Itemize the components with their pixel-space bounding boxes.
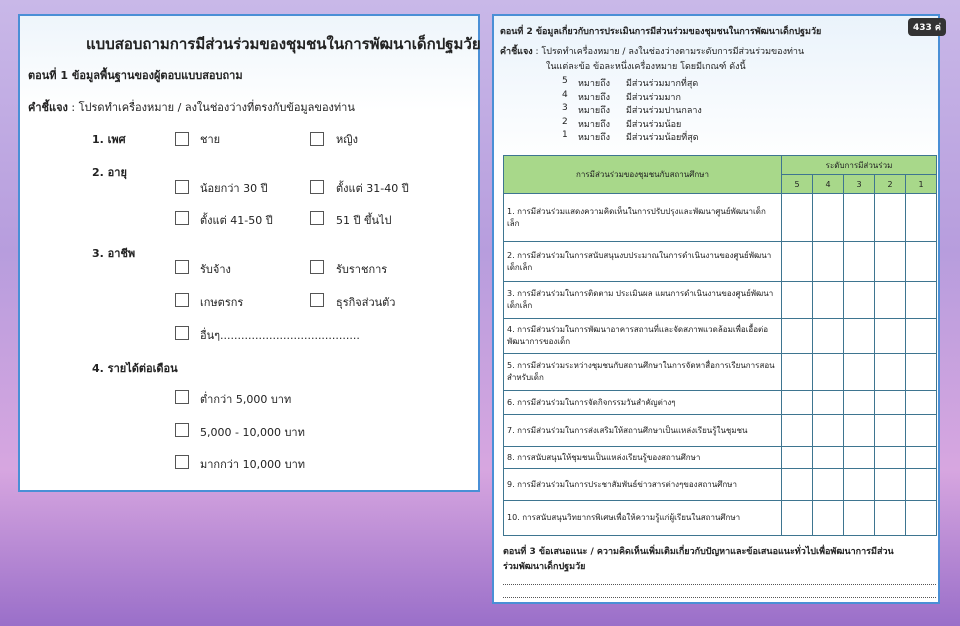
table-row: [504, 469, 937, 501]
instruction-text: : โปรดทำเครื่องหมาย / ลงในช่องว่างตามระดับการมีส่วนร่วมของท่าน: [535, 47, 805, 57]
instruction-text: : โปรดทำเครื่องหมาย / ลงในช่องว่างที่ตรงกับข้อมูลของท่าน: [71, 101, 355, 114]
rating-cell-5[interactable]: [782, 391, 813, 415]
criteria-m: หมายถึง: [578, 79, 611, 89]
rating-cell-4[interactable]: [813, 194, 844, 242]
part2-instruction-2: ในแต่ละข้อ ข้อละหนึ่งเครื่องหมาย โดยมีเกณฑ์ ดังนี้: [546, 62, 746, 72]
rating-cell-3[interactable]: [844, 242, 875, 282]
item-label: 5. การมีส่วนร่วมระหว่างชุมชนกับสถานศึกษาในการจัดหาสื่อการเรียนการสอนสำหรับเด็ก: [504, 354, 782, 391]
checkbox-male[interactable]: [175, 132, 189, 146]
rating-cell-5[interactable]: [782, 447, 813, 469]
rating-cell-2[interactable]: [875, 282, 906, 319]
checkbox-income-1[interactable]: [175, 390, 189, 404]
criteria-m: หมายถึง: [578, 119, 611, 130]
instruction-label: คำชี้แจง: [500, 47, 533, 57]
rating-cell-3[interactable]: [844, 354, 875, 391]
rating-cell-1[interactable]: [906, 447, 937, 469]
rating-cell-5[interactable]: [782, 469, 813, 501]
rating-cell-2[interactable]: [875, 319, 906, 354]
rating-cell-3[interactable]: [844, 282, 875, 319]
checkbox-income-3[interactable]: [175, 455, 189, 469]
table-row: [504, 319, 937, 354]
checkbox-age-4[interactable]: [310, 211, 324, 225]
checkbox-age-3[interactable]: [175, 211, 189, 225]
item-label: 2. การมีส่วนร่วมในการสนับสนุนงบประมาณในการดำเนินงานของศูนย์พัฒนาเด็กเล็ก: [504, 242, 782, 282]
rating-cell-4[interactable]: [813, 469, 844, 501]
criteria-n: 2: [562, 116, 568, 127]
rating-cell-4[interactable]: [813, 391, 844, 415]
rating-cell-5[interactable]: [782, 242, 813, 282]
part3-heading: ตอนที่ 3 ข้อเสนอแนะ / ความคิดเห็นเพิ่มเติมเกี่ยวกับปัญหาและข้อเสนอแนะทั่วไปเพื่อพัฒนาการมีส่วนร่วมพัฒนาเด็กปฐมวัย: [503, 547, 894, 572]
item-label: 9. การมีส่วนร่วมในการประชาสัมพันธ์ข่าวสารต่างๆของสถานศึกษา: [504, 469, 782, 501]
rating-cell-3[interactable]: [844, 194, 875, 242]
criteria-d: มีส่วนร่วมน้อย: [626, 119, 682, 130]
table-row: [504, 415, 937, 447]
rating-cell-4[interactable]: [813, 447, 844, 469]
checkbox-occ-1[interactable]: [175, 260, 189, 274]
label-income-3: มากกว่า 10,000 บาท: [200, 458, 305, 471]
part1-heading: ตอนที่ 1 ข้อมูลพื้นฐานของผู้ตอบแบบสอบถาม: [28, 69, 243, 82]
criteria-m: หมายถึง: [578, 133, 611, 143]
label-occ-3: เกษตรกร: [200, 296, 244, 309]
q-income: 4. รายได้ต่อเดือน: [92, 362, 178, 375]
rating-cell-1[interactable]: [906, 469, 937, 501]
rating-cell-1[interactable]: [906, 415, 937, 447]
rating-cell-2[interactable]: [875, 447, 906, 469]
rating-cell-3[interactable]: [844, 469, 875, 501]
item-label: 1. การมีส่วนร่วมแสดงความคิดเห็นในการปรับปรุงและพัฒนาศูนย์พัฒนาเด็กเล็ก: [504, 194, 782, 242]
instruction-label: คำชี้แจง: [28, 101, 68, 114]
label-occ-4: ธุรกิจส่วนตัว: [336, 296, 396, 309]
form-title: แบบสอบถามการมีส่วนร่วมของชุมชนในการพัฒนาเด็กปฐมวัย: [86, 35, 481, 53]
rating-cell-4[interactable]: [813, 242, 844, 282]
item-label: 10. การสนับสนุนวิทยากรพิเศษเพื่อให้ความรู้แก่ผู้เรียนในสถานศึกษา: [504, 501, 782, 536]
table-row: [504, 194, 937, 242]
q-occupation: 3. อาชีพ: [92, 247, 136, 260]
label-male: ชาย: [200, 133, 221, 146]
item-label: 6. การมีส่วนร่วมในการจัดกิจกรรมวันสำคัญต่างๆ: [504, 391, 782, 415]
rating-cell-1[interactable]: [906, 391, 937, 415]
answer-line-2[interactable]: [503, 597, 936, 598]
criteria-n: 3: [562, 103, 568, 113]
label-income-2: 5,000 - 10,000 บาท: [200, 426, 305, 439]
rating-cell-3[interactable]: [844, 447, 875, 469]
rating-cell-2[interactable]: [875, 242, 906, 282]
criteria-d: มีส่วนร่วมปานกลาง: [626, 106, 702, 116]
level-5: 5: [782, 175, 813, 194]
table-row: [504, 282, 937, 319]
rating-cell-4[interactable]: [813, 354, 844, 391]
rating-cell-5[interactable]: [782, 282, 813, 319]
table-row: [504, 242, 937, 282]
rating-cell-4[interactable]: [813, 319, 844, 354]
table-row: [504, 501, 937, 536]
rating-cell-2[interactable]: [875, 354, 906, 391]
item-label: 3. การมีส่วนร่วมในการติดตาม ประเมินผล แผนการดำเนินงานของศูนย์พัฒนาเด็กเล็ก: [504, 282, 782, 319]
label-age-1: น้อยกว่า 30 ปี: [200, 182, 268, 195]
checkbox-age-1[interactable]: [175, 180, 189, 194]
checkbox-occ-2[interactable]: [310, 260, 324, 274]
q-gender: 1. เพศ: [92, 133, 126, 146]
label-occ-2: รับราชการ: [336, 263, 388, 276]
criteria-m: หมายถึง: [578, 92, 611, 103]
criteria-n: 5: [562, 76, 568, 86]
criteria-n: 1: [562, 130, 568, 140]
rating-cell-4[interactable]: [813, 282, 844, 319]
rating-cell-5[interactable]: [782, 319, 813, 354]
rating-cell-3[interactable]: [844, 415, 875, 447]
checkbox-age-2[interactable]: [310, 180, 324, 194]
rating-cell-2[interactable]: [875, 194, 906, 242]
level-header: ระดับการมีส่วนร่วม: [782, 156, 937, 175]
criteria-n: 4: [562, 89, 568, 100]
checkbox-female[interactable]: [310, 132, 324, 146]
table-row: [504, 391, 937, 415]
rating-cell-5[interactable]: [782, 501, 813, 536]
rating-cell-1[interactable]: [906, 354, 937, 391]
level-2: 2: [875, 175, 906, 194]
checkbox-occ-4[interactable]: [310, 293, 324, 307]
rating-cell-1[interactable]: [906, 282, 937, 319]
label-age-4: 51 ปี ขึ้นไป: [336, 214, 392, 227]
label-age-3: ตั้งแต่ 41-50 ปี: [200, 214, 273, 227]
rating-cell-4[interactable]: [813, 501, 844, 536]
item-label: 4. การมีส่วนร่วมในการพัฒนาอาคารสถานที่และจัดสภาพแวดล้อมเพื่อเอื้อต่อพัฒนาการของเด็ก: [504, 319, 782, 354]
label-female: หญิง: [336, 133, 358, 146]
rating-cell-1[interactable]: [906, 194, 937, 242]
item-label: 7. การมีส่วนร่วมในการส่งเสริมให้สถานศึกษาเป็นแหล่งเรียนรู้ในชุมชน: [504, 415, 782, 447]
rating-table: [503, 155, 937, 536]
col-header: การมีส่วนร่วมของชุมชนกับสถานศึกษา: [504, 156, 782, 194]
criteria-m: หมายถึง: [578, 106, 611, 116]
part1-instruction: [28, 98, 355, 116]
rating-cell-2[interactable]: [875, 469, 906, 501]
level-1: 1: [906, 175, 937, 194]
rating-cell-1[interactable]: [906, 501, 937, 536]
checkbox-occ-3[interactable]: [175, 293, 189, 307]
rating-cell-1[interactable]: [906, 242, 937, 282]
criteria-d: มีส่วนร่วมน้อยที่สุด: [626, 133, 699, 143]
label-occ-1: รับจ้าง: [200, 263, 231, 276]
q-age: 2. อายุ: [92, 166, 127, 179]
level-4: 4: [813, 175, 844, 194]
label-age-2: ตั้งแต่ 31-40 ปี: [336, 182, 409, 195]
answer-line-1[interactable]: [503, 584, 936, 585]
checkbox-income-2[interactable]: [175, 423, 189, 437]
rating-cell-5[interactable]: [782, 194, 813, 242]
rating-cell-3[interactable]: [844, 319, 875, 354]
criteria-d: มีส่วนร่วมมาก: [626, 92, 681, 103]
count-badge: 433 ค่: [908, 18, 946, 36]
level-3: 3: [844, 175, 875, 194]
rating-cell-3[interactable]: [844, 391, 875, 415]
rating-cell-1[interactable]: [906, 319, 937, 354]
rating-cell-3[interactable]: [844, 501, 875, 536]
rating-cell-4[interactable]: [813, 415, 844, 447]
criteria-d: มีส่วนร่วมมากที่สุด: [626, 79, 699, 89]
table-row: [504, 354, 937, 391]
rating-cell-2[interactable]: [875, 415, 906, 447]
part2-heading: ตอนที่ 2 ข้อมูลเกี่ยวกับการประเมินการมีส่วนร่วมของชุมชนในการพัฒนาเด็กปฐมวัย: [500, 27, 822, 37]
rating-cell-5[interactable]: [782, 354, 813, 391]
rating-cell-5[interactable]: [782, 415, 813, 447]
rating-cell-2[interactable]: [875, 501, 906, 536]
part1-panel: [18, 14, 480, 492]
rating-cell-2[interactable]: [875, 391, 906, 415]
item-label: 8. การสนับสนุนให้ชุมชนเป็นแหล่งเรียนรู้ของสถานศึกษา: [504, 447, 782, 469]
label-occ-5: อื่นๆ........................................: [200, 329, 360, 342]
checkbox-occ-5[interactable]: [175, 326, 189, 340]
part2-instruction: [500, 44, 804, 58]
label-income-1: ต่ำกว่า 5,000 บาท: [200, 393, 292, 406]
table-row: [504, 447, 937, 469]
